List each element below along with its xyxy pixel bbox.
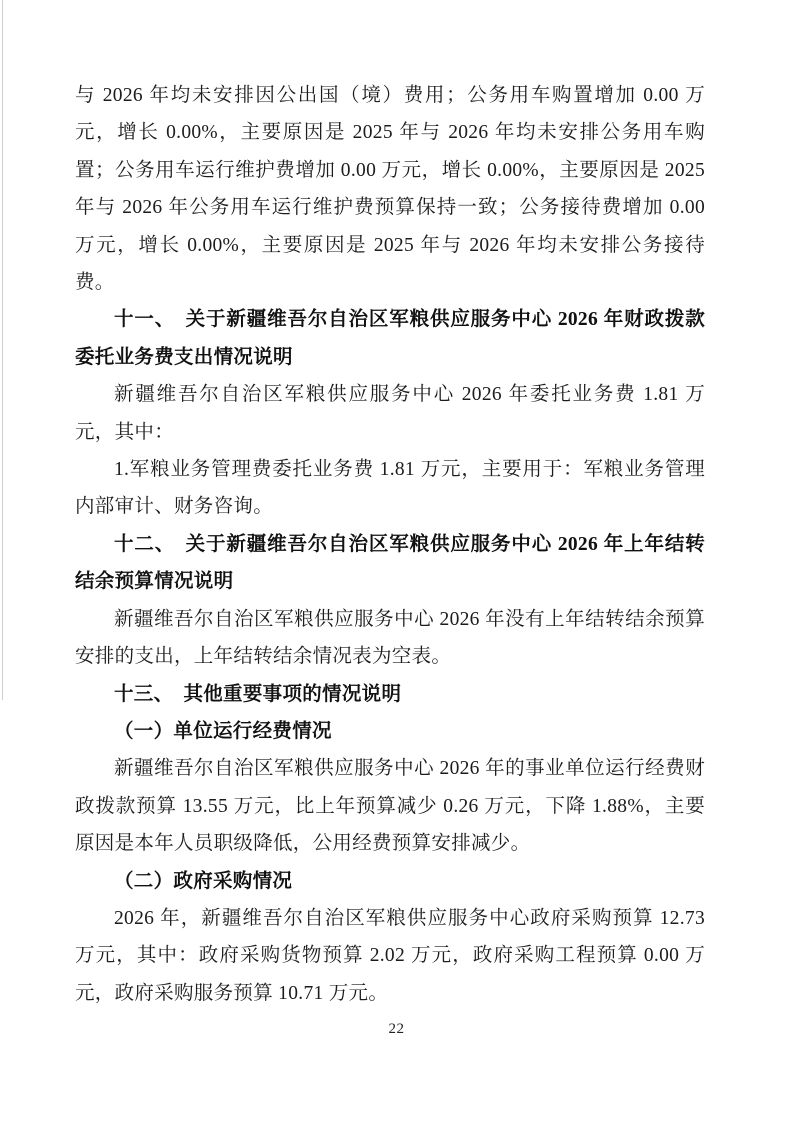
document-body xyxy=(75,77,705,1012)
paragraph: 1.军粮业务管理费委托业务费 1.81 万元，主要用于：军粮业务管理内部审计、财务咨询。 xyxy=(75,459,705,518)
paragraph: 新疆维吾尔自治区军粮供应服务中心 2026 年委托业务费 1.81 万元，其中： xyxy=(75,384,705,443)
section-heading: 十三、 其他重要事项的情况说明 xyxy=(114,683,402,705)
sub-heading: （一）单位运行经费情况 xyxy=(114,720,332,742)
page-footer xyxy=(0,1020,793,1038)
sub-heading: （二）政府采购情况 xyxy=(114,870,293,892)
paragraph: 新疆维吾尔自治区军粮供应服务中心 2026 年的事业单位运行经费财政拨款预算 13.55 万元，比上年预算减少 0.26 万元，下降 1.88%，主要原因是本年人员职级降低，公用经费预算安排减少。 xyxy=(75,758,705,855)
section-heading: 十一、 关于新疆维吾尔自治区军粮供应服务中心 2026 年财政拨款委托业务费支出情况说明 xyxy=(75,309,705,368)
paragraph: 新疆维吾尔自治区军粮供应服务中心 2026 年没有上年结转结余预算安排的支出，上年结转结余情况表为空表。 xyxy=(75,608,705,668)
scan-artifact-line xyxy=(2,0,3,700)
page-number: 22 xyxy=(388,1021,405,1037)
paragraph: 与 2026 年均未安排因公出国（境）费用；公务用车购置增加 0.00 万元，增长 0.00%，主要原因是 2025 年与 2026 年均未安排公务用车购置；公务用车运行维护费增加 0.00 万元，增长 0.00%，主要原因是 2025 年与 2026 年公务用车运行维护费预算保持一致；公务接待费增加 0.00 万元，增长 0.00%，主要原因是 2025 年与 2026 年均未安排公务接待费。 xyxy=(75,85,705,294)
paragraph: 2026 年，新疆维吾尔自治区军粮供应服务中心政府采购预算 12.73 万元，其中：政府采购货物预算 2.02 万元，政府采购工程预算 0.00 万元，政府采购服务预算 10.71 万元。 xyxy=(75,907,705,1004)
section-heading: 十二、 关于新疆维吾尔自治区军粮供应服务中心 2026 年上年结转结余预算情况说明 xyxy=(75,533,705,593)
